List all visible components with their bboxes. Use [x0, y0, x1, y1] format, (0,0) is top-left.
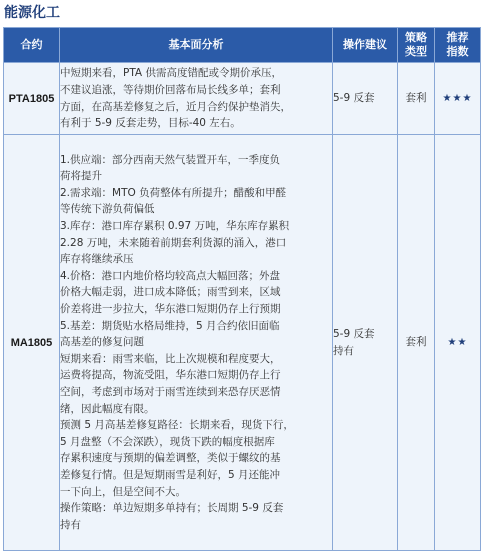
- suggestion-cell: [333, 135, 398, 551]
- suggestion-line: 5-9 反套: [333, 92, 375, 105]
- header-strategy-type-line: 类型: [405, 45, 427, 58]
- analysis-line: 等传统下游负荷偏低: [60, 203, 155, 216]
- analysis-line: 差修复行情。但是短期雨雪是利好，5 月还能冲: [60, 468, 281, 481]
- analysis-line: 库存将继续承压: [60, 253, 134, 266]
- analysis-line: 有利于 5-9 反套走势，目标-40 左右。: [60, 117, 241, 130]
- strategy-table: [3, 27, 481, 551]
- rating-stars-icon: ★★★: [435, 63, 481, 135]
- analysis-cell: [60, 135, 333, 551]
- analysis-line: 空间，考虑到市场对于雨雪连续到来恐存厌恶情: [60, 385, 281, 398]
- analysis-line: 操作策略：单边短期多单持有；长周期 5-9 反套: [60, 502, 284, 515]
- analysis-line: 短期来看：雨雪来临，比上次规模和程度要大，: [60, 352, 281, 365]
- analysis-line: 中短期来看，PTA 供需高度错配或令期价承压，: [60, 67, 282, 80]
- suggestion-line: 5-9 反套: [333, 327, 375, 340]
- analysis-line: 存累积速度与预期的偏差调整，类似于螺纹的基: [60, 452, 281, 465]
- analysis-line: 一下向上，但是空间不大。: [60, 485, 186, 498]
- analysis-line: 荷将提升: [60, 170, 102, 183]
- strategy-type-text: 套利: [405, 336, 427, 349]
- analysis-line: 1.供应端：部分西南天然气装置开车，一季度负: [60, 153, 281, 166]
- analysis-line: 5.基差：期货贴水格局维持，5 月合约依旧面临: [60, 319, 280, 332]
- header-contract: 合约: [4, 28, 60, 63]
- header-analysis: 基本面分析: [60, 28, 333, 63]
- suggestion-line: 持有: [333, 344, 354, 357]
- suggestion-cell: [333, 63, 398, 135]
- analysis-line: 方面，在高基差修复之后，近月合约保护垫消失，: [60, 100, 291, 113]
- analysis-line: 2.需求端：MTO 负荷整体有所提升；醋酸和甲醛: [60, 186, 287, 199]
- analysis-line: 运费将提高，物流受阻，华东港口短期仍存上行: [60, 369, 281, 382]
- strategy-type-text: 套利: [405, 92, 427, 105]
- analysis-line: 持有: [60, 518, 81, 531]
- analysis-line: 高基差的修复问题: [60, 336, 144, 349]
- header-rating-line: 指数: [446, 45, 469, 58]
- section-title: 能源化工: [4, 5, 60, 21]
- analysis-line: 4.价格：港口内地价格均较高点大幅回落；外盘: [60, 269, 281, 282]
- contract-cell: PTA1805: [4, 63, 60, 135]
- header-strategy-type-line: 策略: [405, 31, 427, 44]
- analysis-line: 不建议追涨，等待期价回落布局长线多单；套利: [60, 83, 281, 96]
- table-row: [4, 135, 481, 551]
- analysis-line: 价格大幅走弱，进口成本降低；雨雪到来，区域: [60, 286, 281, 299]
- table-header-row: [4, 28, 481, 63]
- analysis-line: 5 月盘整（不会深跌），现货下跌的幅度根据库: [60, 435, 275, 448]
- analysis-line: 3.库存：港口库存累积 0.97 万吨，华东库存累积: [60, 220, 290, 233]
- contract-cell: MA1805: [4, 135, 60, 551]
- analysis-line: 价差将进一步拉大，华东港口短期仍存上行预期: [60, 303, 281, 316]
- analysis-line: 2.28 万吨，未来随着前期套利货源的涌入，港口: [60, 236, 287, 249]
- analysis-line: 绪，因此幅度有限。: [60, 402, 155, 415]
- table-row: [4, 63, 481, 135]
- header-rating: [435, 28, 481, 63]
- header-rating-line: 推荐: [446, 31, 469, 44]
- analysis-line: 预测 5 月高基差修复路径：长期来看，现货下行，: [60, 419, 294, 432]
- header-suggestion: 操作建议: [333, 28, 398, 63]
- strategy-type-cell: [398, 135, 435, 551]
- header-strategy-type: [398, 28, 435, 63]
- strategy-type-cell: [398, 63, 435, 135]
- analysis-cell: [60, 63, 333, 135]
- rating-stars-icon: ★★: [435, 135, 481, 551]
